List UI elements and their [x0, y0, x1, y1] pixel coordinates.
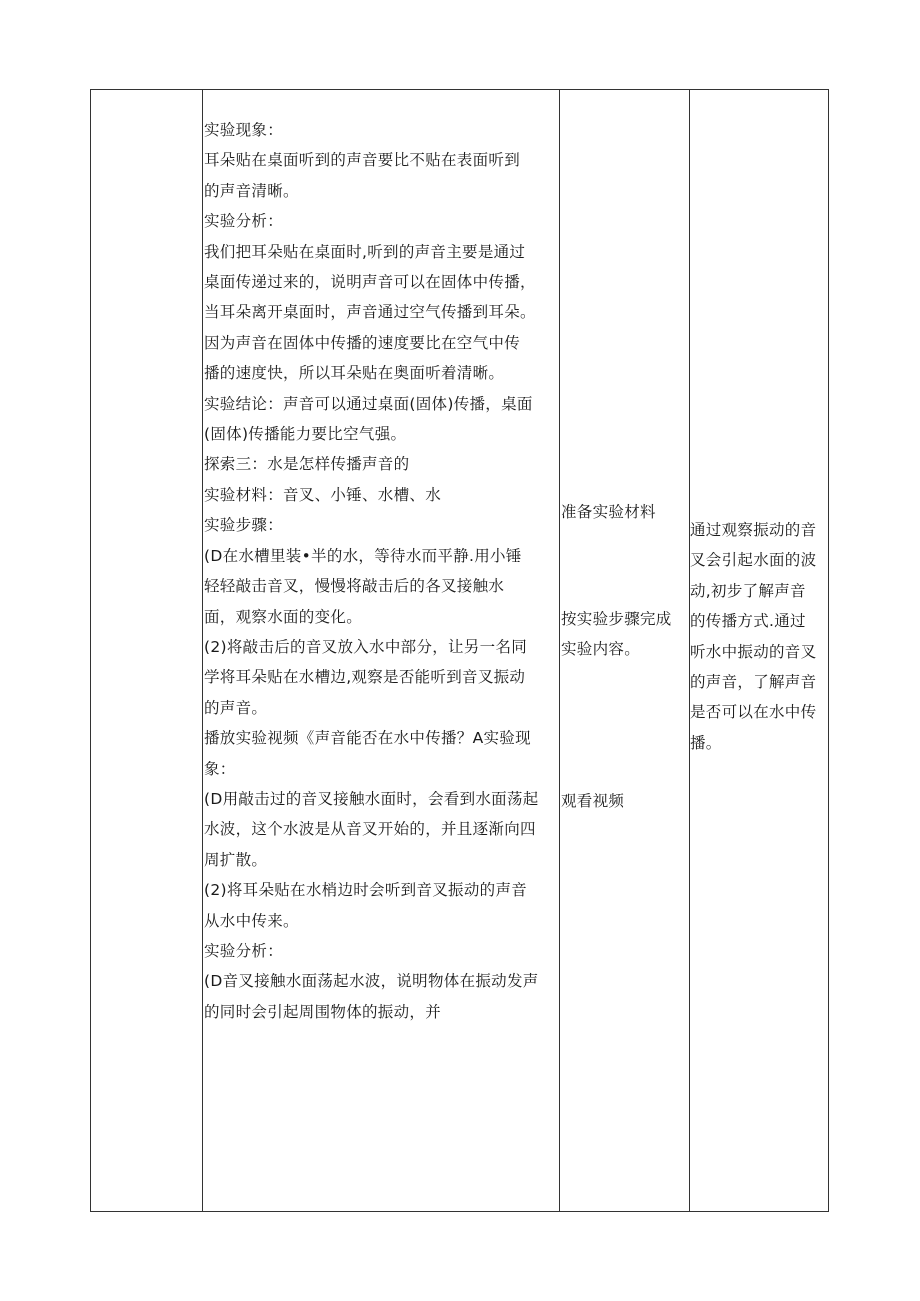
content-line: 的同时会引起周围物体的振动，并: [204, 1002, 442, 1021]
student-activity-steps: [561, 604, 689, 665]
student-activity-watch: [561, 786, 689, 816]
intent-line: 动,初步了解声音: [690, 581, 806, 600]
activity-line: 观看视频: [561, 792, 625, 810]
content-line: 轻轻敲击音叉，慢慢将敲击后的各叉接触水: [204, 577, 505, 596]
activity-line: 按实验步骤完成: [561, 610, 672, 628]
content-line: (D音叉接触水面荡起水波，说明物体在振动发声: [204, 972, 539, 991]
content-line: 播的速度快，所以耳朵贴在奥面听着清晰。: [204, 364, 505, 383]
content-line: (2)将耳朵贴在水梢边时会听到音叉振动的声音: [204, 881, 528, 900]
content-line: 实验现象：: [204, 121, 284, 139]
student-activity-prepare: [561, 497, 689, 527]
content-line: 我们把耳朵贴在桌面时,听到的声音主要是通过: [204, 242, 526, 261]
content-line: 实验结论：声音可以通过桌面(固体)传播，桌面: [204, 394, 533, 413]
content-line: 实验材料：音叉、小锤、水槽、水: [204, 485, 442, 504]
content-line: 实验步骤：: [204, 516, 284, 535]
content-line: 周扩散。: [204, 850, 268, 869]
content-line: 播放实验视频《声音能否在水中传播？A实验现: [204, 729, 531, 748]
intent-line: 叉会引起水面的波: [690, 551, 817, 570]
content-line: 从水中传来。: [204, 911, 299, 930]
content-line: (2)将敲击后的音叉放入水中部分，让另一名同: [204, 637, 528, 656]
content-line: 实验分析：: [204, 212, 284, 231]
lesson-table: [90, 89, 829, 1212]
content-line: (固体)传播能力要比空气强。: [204, 425, 407, 444]
content-line: 探索三：水是怎样传播声音的: [204, 455, 410, 474]
content-line: (D在水槽里装•半的水，等待水而平静.用小锤: [204, 546, 522, 565]
content-line: 水波，这个水波是从音叉开始的，并且逐渐向四: [204, 820, 536, 839]
content-line: 学将耳朵贴在水槽边,观察是否能听到音叉振动: [204, 668, 526, 687]
intent-line: 听水中振动的音叉: [690, 642, 817, 661]
content-line: 因为声音在固体中传播的速度要比在空气中传: [204, 333, 521, 352]
intent-line: 的声音，了解声音: [690, 673, 817, 692]
intent-line: 通过观察振动的音: [690, 521, 817, 539]
activity-line: 准备实验材料: [561, 503, 656, 521]
content-line: 象：: [204, 759, 236, 778]
content-line: 桌面传递过来的，说明声音可以在固体中传播，: [204, 273, 536, 292]
intent-line: 是否可以在水中传: [690, 703, 817, 722]
activity-line: 实验内容。: [561, 640, 641, 659]
content-line: 耳朵贴在桌面听到的声音要比不贴在表面听到: [204, 151, 521, 170]
content-line: 当耳朵离开桌面时，声音通过空气传播到耳朵。: [204, 303, 536, 322]
teaching-content-cell: [204, 115, 560, 1027]
content-line: 的声音清晰。: [204, 181, 299, 200]
intent-line: 的传播方式.通过: [690, 612, 806, 631]
content-line: 面，观察水面的变化。: [204, 607, 363, 626]
content-line: (D用敲击过的音叉接触水面时，会看到水面荡起: [204, 789, 539, 808]
content-line: 实验分析：: [204, 941, 284, 960]
intent-line: 播。: [690, 733, 722, 752]
content-line: 的声音。: [204, 698, 268, 717]
column-divider: [202, 90, 203, 1211]
design-intent-cell: [690, 515, 826, 758]
